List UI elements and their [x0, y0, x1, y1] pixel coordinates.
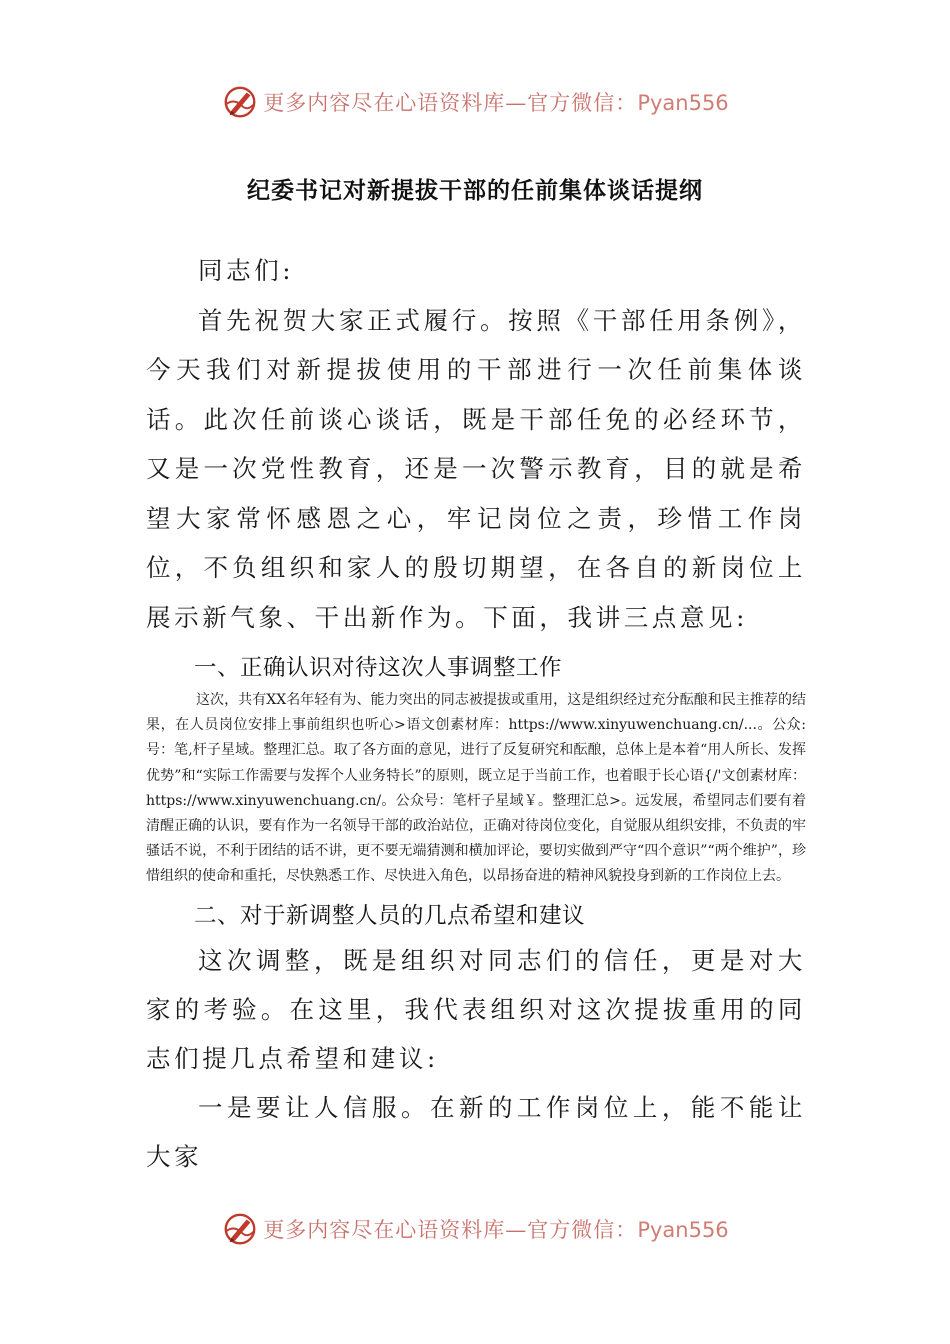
pen-circle-logo-icon — [221, 1210, 259, 1248]
section-2-paragraph-1: 这次调整，既是组织对同志们的信任，更是对大家的考验。在这里，我代表组织对这次提拔重用的同志们提几点希望和建议: — [146, 945, 806, 1073]
intro-paragraph: 首先祝贺大家正式履行。按照《干部任用条例》，今天我们对新提拔使用的干部进行一次任前集体谈话。此次任前谈心谈话，既是干部任免的必经环节，又是一次党性教育，还是一次警示教育，目的就是希望大家常怀感恩之心，牢记岗位之责，珍惜工作岗位，不负组织和家人的殷切期望，在各自的新岗位上展示新气象、干出新作为。下面，我讲三点意见: — [146, 305, 806, 632]
greeting: 同志们: — [198, 256, 295, 285]
section-1-paragraph: 这次，共有XX名年轻有为、能力突出的同志被提拔或重用，这是组织经过充分酝酿和民主推荐的结果，在人员岗位安排上事前组织也听心>语文创素材库：https://www.xinyuwenchuang.cn/...。公众:号：笔,杆子星域。整理汇总。取了各方面的意见，进行了反复研究和酝酿，总体上是本着“用人所长、发挥优势”和“实际工作需要与发挥个人业务特长”的原则，既立足于当前工作，也着眼于长心语{/'文创素材库：https://www.xinyuwenchuang.cn/。公众号：笔杆子星域￥。整理汇总>。远发展，希望同志们要有着清醒正确的认识，要有作为一名领导干部的政治站位，正确对待岗位变化，自觉服从组织安排，不负责的牢骚话不说，不利于团结的话不讲，更不要无端猜测和横加评论，要切实做到严守“四个意识”“两个维护”，珍惜组织的使命和重托，尽快熟悉工作、尽快进入角色，以昂扬奋进的精神风貌投身到新的工作岗位上去。 — [146, 692, 806, 885]
pen-circle-logo-icon — [221, 83, 259, 121]
section-2-paragraph-2: 一是要让人信服。在新的工作岗位上，能不能让大家 — [146, 1092, 806, 1171]
section-1-heading: 一、正确认识对待这次人事调整工作 — [194, 655, 563, 681]
header-banner — [0, 80, 950, 124]
banner-text: 更多内容尽在心语资料库—官方微信：Pyan556 — [263, 1218, 729, 1242]
footer-banner — [0, 1207, 950, 1251]
page-title: 纪委书记对新提拔干部的任前集体谈话提纲 — [247, 178, 703, 204]
banner-wechat-id: Pyan556 — [637, 1218, 729, 1242]
banner-wechat-id: Pyan556 — [637, 91, 729, 115]
section-2-heading: 二、对于新调整人员的几点希望和建议 — [194, 902, 586, 929]
banner-text: 更多内容尽在心语资料库—官方微信：Pyan556 — [263, 91, 729, 115]
document-body — [146, 246, 806, 1181]
